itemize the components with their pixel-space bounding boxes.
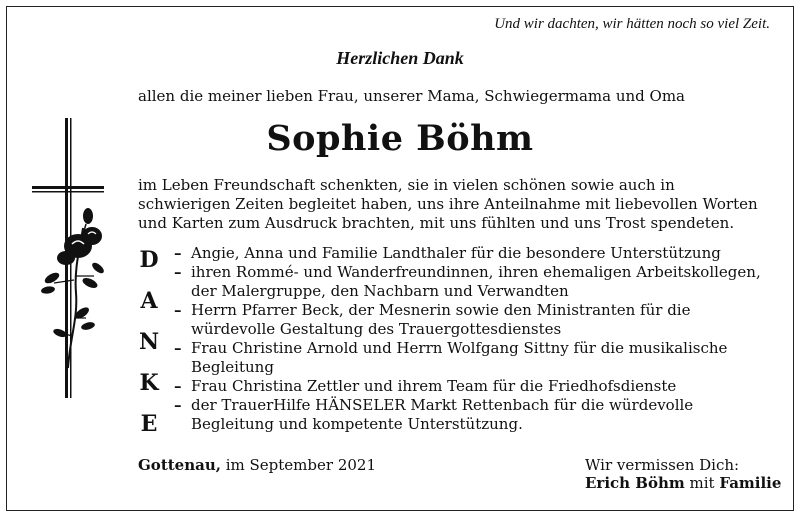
list-item: [174, 244, 774, 263]
signer-line: [585, 474, 781, 492]
dash-bullet: –: [174, 396, 182, 414]
list-item-line: ihren Rommé- und Wanderfreundinnen, ihren ehemaligen Arbeitskollegen,: [191, 263, 761, 281]
motto-text: Und wir dachten, wir hätten noch so viel Zeit.: [494, 16, 770, 32]
dash-bullet: –: [174, 301, 182, 319]
signer-name: Erich Böhm: [585, 474, 685, 492]
miss-line: Wir vermissen Dich:: [585, 456, 740, 474]
danke-letter: N: [138, 329, 160, 355]
dash-bullet: –: [174, 339, 182, 357]
paragraph-line: im Leben Freundschaft schenkten, sie in vielen schönen sowie auch in: [138, 176, 675, 194]
list-item: [174, 377, 774, 396]
dash-bullet: –: [174, 263, 182, 281]
dash-bullet: –: [174, 377, 182, 395]
signature-block: [585, 456, 781, 492]
list-item-line: Angie, Anna und Familie Landthaler für die besondere Unterstützung: [191, 244, 721, 262]
thanks-heading: Herzlichen Dank: [336, 48, 464, 68]
list-item-line: Frau Christine Arnold und Herrn Wolfgang Sittny für die musikalische: [191, 339, 728, 357]
intro-line: allen die meiner lieben Frau, unserer Mama, Schwiegermama und Oma: [138, 87, 686, 105]
paragraph-line: und Karten zum Ausdruck brachten, mit uns fühlten und uns Trost spendeten.: [138, 214, 735, 232]
list-item-line: Begleitung und kompetente Unterstützung.: [191, 415, 523, 433]
list-item-line: würdevolle Gestaltung des Trauergottesdienstes: [191, 320, 562, 338]
thanks-list: [174, 244, 774, 434]
place-name: Gottenau,: [138, 456, 221, 474]
list-item-line: Frau Christina Zettler und ihrem Team für die Friedhofsdienste: [191, 377, 677, 395]
cross-with-rose-icon: [28, 118, 138, 408]
list-item-line: Herrn Pfarrer Beck, der Mesnerin sowie den Ministranten für die: [191, 301, 691, 319]
list-item-line: Begleitung: [191, 358, 274, 376]
dash-bullet: –: [174, 244, 182, 262]
list-item: [174, 301, 774, 339]
list-item-line: der Malergruppe, den Nachbarn und Verwandten: [191, 282, 569, 300]
list-item: [174, 263, 774, 301]
thanks-paragraph: [138, 176, 778, 233]
date-text: im September 2021: [220, 456, 377, 474]
place-date: [138, 456, 376, 474]
signer-family: Familie: [719, 474, 782, 492]
list-item: [174, 396, 774, 434]
deceased-name: Sophie Böhm: [266, 118, 534, 159]
danke-letter: A: [140, 288, 158, 314]
danke-letter: K: [139, 370, 159, 396]
paragraph-line: schwierigen Zeiten begleitet haben, uns ihre Anteilnahme mit liebevollen Worten: [138, 195, 758, 213]
danke-letter: E: [140, 411, 158, 437]
danke-letter: D: [139, 247, 159, 273]
list-item-line: der TrauerHilfe HÄNSELER Markt Rettenbach für die würdevolle: [191, 396, 694, 414]
signer-mid: mit: [684, 474, 720, 492]
list-item: [174, 339, 774, 377]
